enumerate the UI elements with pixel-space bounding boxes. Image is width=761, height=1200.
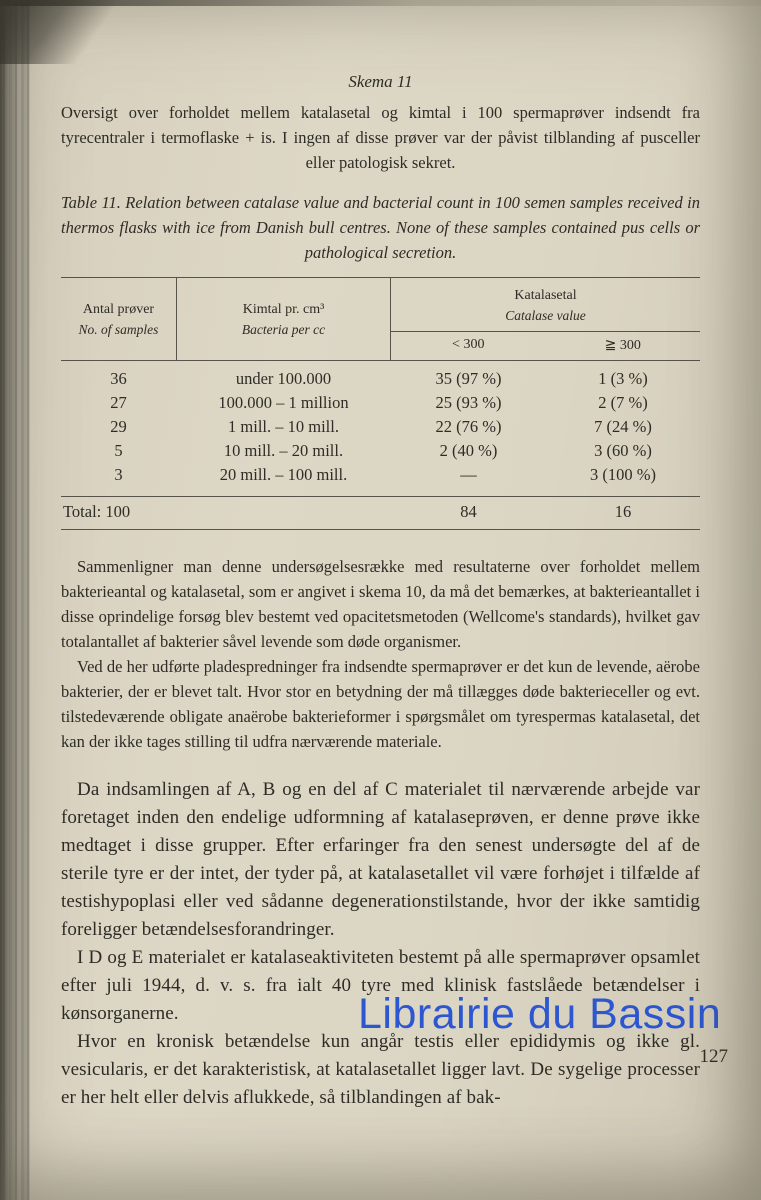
table-title-danish: Skema 11 [348, 72, 413, 91]
header-catalase-value: Katalasetal Catalase value < 300 ≧ 300 [391, 278, 700, 360]
table-row: 27 100.000 – 1 million 25 (93 %) 2 (7 %) [110, 393, 648, 412]
table-header [61, 277, 700, 361]
table-caption-english: Table 11. Relation between catalase value and bacterial count in 100 semen samples received in thermos flasks with ice from Danish bull centres. None of these samples contained pus cells or pathological secretion. [61, 193, 700, 262]
page-content [61, 70, 700, 1112]
table-row: 36 under 100.000 35 (97 %) 1 (3 %) [110, 369, 648, 388]
total-high: 16 [614, 502, 632, 521]
paragraph-1: Sammenligner man denne undersøgelsesrække med resultaterne over forholdet mellem bakterieantal og katalasetal, som er angivet i skema 10, da må det bemærkes, at bakterieantallet i disse oprindelige forsøg blev bestemt ved opacitetsmetoden (Wellcome's standards), hvilket gav totalantallet af bakterier såvel levende som døde organismer. [61, 557, 700, 651]
table-row: 29 1 mill. – 10 mill. 22 (76 %) 7 (24 %) [110, 417, 652, 436]
header-catalase-subcolumns [391, 331, 700, 360]
paragraph-5: Hvor en kronisk betændelse kun angår testis eller epididymis og ikke gl. vesicularis, er det karakteristisk, at katalasetallet ligger lavt. De sygelige processer er her helt eller delvis aflukkede, så tilblandingen af bak- [61, 1031, 700, 1108]
table-body [61, 361, 700, 496]
total-label: Total: 100 [63, 502, 131, 521]
table-row: 3 20 mill. – 100 mill. — 3 (100 %) [114, 465, 656, 484]
paragraph-4: I D og E materialet er katalaseaktiviteten bestemt på alle spermaprøver opsamlet efter juli 1944, d. v. s. fra ialt 40 tyre med klinisk fastslåede betændelser i kønsorganerne. [61, 947, 700, 1024]
catalase-table [61, 277, 700, 530]
header-no-of-samples: Antal prøver No. of samples [78, 301, 159, 337]
paragraph-3: Da indsamlingen af A, B og en del af C materialet til nærværende arbejde var foretaget inden den endelige udformning af katalaseprøven, er denne prøve ikke medtaget i disse grupper. Efter erfaringer fra den senest undersøgte del af de sterile tyre er der intet, der tyder på, at katalasetallet vil være forhøjet i tilfælde af testishypoplasi eller ved sådanne degenerationstilstande, hvor der ikke samtidig foreligger betændelsesforandringer. [61, 779, 700, 940]
paragraph-2: Ved de her udførte pladespredninger fra indsendte spermaprøver er det kun de levende, aërobe bakterier, der er blevet talt. Hvor stor en betydning der må tillægges døde bakterieceller og evt. tilstedeværende obligate anaërobe bakterieformer i spørgsmålet om tyrespermas katalasetal, det kan der ikke tages stilling til udfra nærværende materiale. [61, 657, 700, 751]
book-page-edges [0, 0, 30, 1200]
header-bacteria-per-cc: Kimtal pr. cm³ Bacteria per cc [176, 278, 391, 360]
photo-corner-shadow [0, 0, 150, 64]
photo-top-edge-shadow [0, 0, 761, 6]
total-low: 84 [460, 502, 477, 521]
table-caption-danish: Oversigt over forholdet mellem katalasetal og kimtal i 100 spermaprøver indsendt fra tyrecentraler i termoflaske + is. I ingen af disse prøver var der påvist tilblanding af pusceller eller patologisk sekret. [61, 103, 700, 172]
table-row: 5 10 mill. – 20 mill. 2 (40 %) 3 (60 %) [114, 441, 652, 460]
watermark-librairie-du-bassin: Librairie du Bassin [358, 990, 722, 1038]
table-total-row [61, 496, 700, 530]
subheader-below-300: < 300 [452, 337, 485, 352]
subheader-above-300: ≧ 300 [604, 338, 641, 353]
page-number: 127 [699, 1046, 728, 1067]
